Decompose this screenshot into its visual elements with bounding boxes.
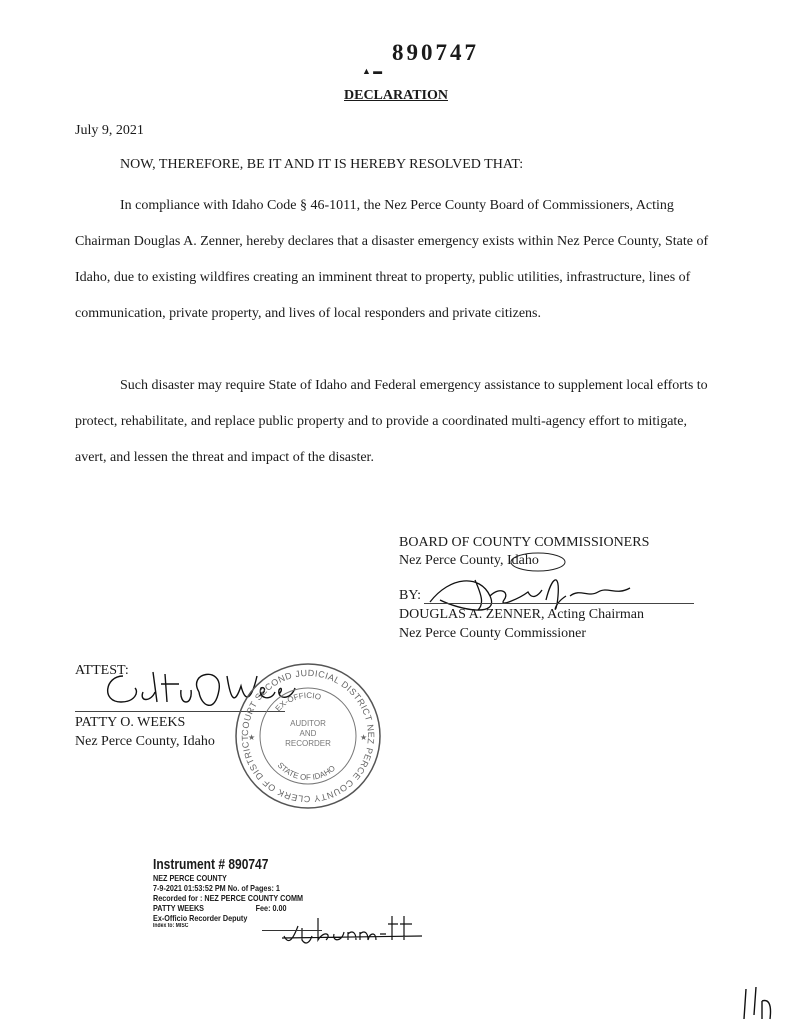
seal-outer-text: COURT SECOND JUDICIAL DISTRICT NEZ PERCE COUNTY CLERK OF DISTRICT xyxy=(239,667,377,805)
signer-block xyxy=(399,605,644,643)
seal-inner-top: EX-OFFICIO xyxy=(273,690,322,714)
paragraph-compliance: In compliance with Idaho Code § 46-1011, the Nez Perce County Board of Commissioners, Acting Chairman Douglas A. Zenner, hereby declares that a disaster emergency exists within Nez Perce County, State of Idaho, due to existing wildfires creating an imminent threat to property, public utilities, infrastructure, lines of communication, private property, and lives of local responders and private citizens. xyxy=(75,198,709,321)
seal-center-1: AUDITOR xyxy=(290,719,326,728)
by-label: BY: xyxy=(399,588,422,603)
instrument-recorded-for: Recorded for : NEZ PERCE COUNTY COMM xyxy=(153,893,303,903)
clerk-county: Nez Perce County, Idaho xyxy=(75,734,215,749)
seal-center-2: AND xyxy=(299,729,317,738)
attest-label: ATTEST: xyxy=(75,663,129,678)
clerk-block xyxy=(75,713,215,751)
seal-star-right: ★ xyxy=(360,733,368,742)
signer-name: DOUGLAS A. ZENNER, Acting Chairman xyxy=(399,607,644,622)
seal-inner-bottom: STATE OF IDAHO xyxy=(275,760,337,783)
instrument-county: NEZ PERCE COUNTY xyxy=(153,873,227,883)
declaration-date: July 9, 2021 xyxy=(75,123,144,138)
document-title: DECLARATION xyxy=(344,88,448,103)
deputy-signature xyxy=(262,912,442,946)
seal-center-3: RECORDER xyxy=(285,739,331,748)
instrument-recorder: PATTY WEEKS xyxy=(153,903,204,913)
resolution-statement: NOW, THEREFORE, BE IT AND IT IS HEREBY RESOLVED THAT: xyxy=(120,157,524,172)
board-name: BOARD OF COUNTY COMMISSIONERS xyxy=(399,535,650,550)
county-seal xyxy=(232,660,384,812)
recording-mark: ▲ ▬ xyxy=(362,66,383,76)
seal-star-left: ★ xyxy=(248,733,256,742)
clerk-name: PATTY O. WEEKS xyxy=(75,715,186,730)
chairman-signature-line xyxy=(424,603,694,604)
signer-title: Nez Perce County Commissioner xyxy=(399,626,587,641)
page-number-mark xyxy=(738,985,778,1023)
paragraph-assistance: Such disaster may require State of Idaho and Federal emergency assistance to supplement local efforts to protect, rehabilitate, and replace public property and to provide a coordinated multi-agency effort to mitigate, avert, and lessen the threat and impact of the disaster. xyxy=(75,378,708,465)
instrument-index: Index to: MISC xyxy=(153,923,189,929)
deputy-signature-line xyxy=(262,930,322,931)
instrument-deputy: Ex-Officio Recorder Deputy xyxy=(153,913,248,923)
instrument-fee: Fee: 0.00 xyxy=(255,903,287,913)
instrument-heading: Instrument # 890747 xyxy=(153,856,269,873)
document-number: 890747 xyxy=(392,40,479,65)
board-county: Nez Perce County, Idaho xyxy=(399,553,539,568)
instrument-datetime: 7-9-2021 01:53:52 PM No. of Pages: 1 xyxy=(153,883,280,893)
